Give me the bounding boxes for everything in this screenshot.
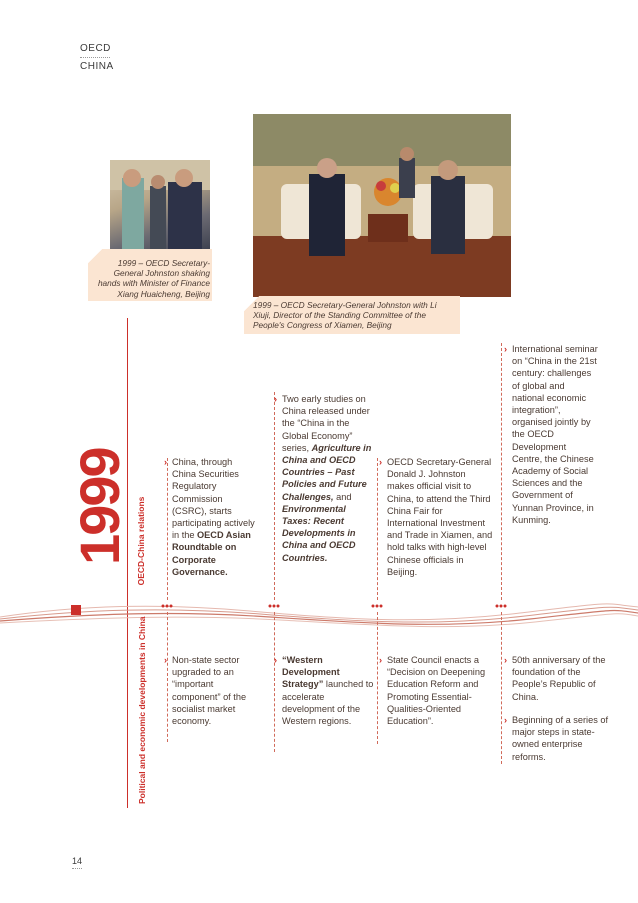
china-entry <box>504 654 606 703</box>
entry-text-segment: and <box>333 491 352 502</box>
bullet-arrow-icon: › <box>504 655 508 665</box>
china-entry <box>379 654 493 727</box>
bullet-arrow-icon: › <box>164 655 168 665</box>
entry-text <box>274 393 374 564</box>
entry-text <box>164 654 258 727</box>
oecd-entry <box>164 456 258 578</box>
entry-text-segment: Environmental Taxes: Recent Developments in China and OECD Countries. <box>282 503 356 563</box>
entry-text-segment: OECD Asian Roundtable on Corporate Governance. <box>172 530 251 577</box>
bullet-arrow-icon: › <box>379 655 383 665</box>
photo-handshake <box>110 160 210 252</box>
header-china: CHINA <box>80 61 114 72</box>
oecd-entry <box>274 393 374 564</box>
connector-line <box>377 612 378 744</box>
header-oecd: OECD <box>80 43 110 58</box>
bullet-arrow-icon: › <box>504 715 508 725</box>
entry-text-segment: launched to accelerate development of the Western regions. <box>282 679 374 727</box>
bullet-arrow-icon: › <box>164 457 168 467</box>
photo-meeting <box>253 114 511 297</box>
bullet-arrow-icon: › <box>504 344 508 354</box>
bullet-arrow-icon: › <box>379 457 383 467</box>
connector-line <box>501 343 502 600</box>
year-marker <box>71 605 81 615</box>
entry-text-segment: 50th anniversary of the foundation of the People’s Republic of China. <box>512 655 606 702</box>
entry-text-segment: Beginning of a series of major steps in state-owned enterprise reforms. <box>512 715 609 762</box>
entry-text <box>504 714 612 763</box>
china-entry <box>504 714 612 763</box>
china-entry <box>274 654 374 727</box>
caption-text: 1999 – OECD Secretary-General Johnston with Li Xiuji, Director of the Standing Committee of the People's Congress of Xiamen, Beijing <box>253 300 437 331</box>
doc-header <box>80 43 114 72</box>
entry-text <box>164 456 258 578</box>
entry-text-segment: International seminar on “China in the 21st century: challenges of global and national economic integration”, organised jointly by the OECD Development Centre, the Chinese Academy of Social Sciences and the Government of Yunnan Province, in Kunming. <box>512 344 598 525</box>
entry-text <box>504 343 598 526</box>
entry-text-segment: “Western Development Strategy” <box>282 655 340 690</box>
timeline-wave <box>0 595 638 635</box>
photo-caption-1 <box>88 249 212 301</box>
year-label: 1999 <box>68 448 131 565</box>
oecd-entry <box>504 343 598 526</box>
political-developments-label: Political and economic developments in China <box>137 616 147 804</box>
china-entry <box>164 654 258 727</box>
oecd-entry <box>379 456 493 578</box>
entry-text-segment: State Council enacts a “Decision on Deepening Education Reform and Promoting Essential-Qualities-Oriented Education”. <box>387 655 486 727</box>
connector-line <box>501 612 502 764</box>
entry-text <box>504 654 606 703</box>
entry-text <box>379 456 493 578</box>
caption-text: 1999 – OECD Secretary-General Johnston shaking hands with Minister of Finance Xiang Huaicheng, Beijing <box>97 258 210 299</box>
entry-text-segment: China, through China Securities Regulatory Commission (CSRC), starts participating actively in the <box>172 457 255 541</box>
entry-text-segment: OECD Secretary-General Donald J. Johnston makes official visit to China, to attend the Third China Fair for International Investment and Trade in Xiamen, and hold talks with high-level Chinese officials in Beijing. <box>387 457 493 577</box>
entry-text <box>274 654 374 727</box>
bullet-arrow-icon: › <box>274 655 278 665</box>
entry-text-segment: Two early studies on China released under the “China in the Global Economy” series, <box>282 394 370 453</box>
oecd-relations-label: OECD-China relations <box>136 496 146 586</box>
page-number: 14 <box>72 856 82 869</box>
connector-line <box>377 458 378 600</box>
entry-text <box>379 654 493 727</box>
bullet-arrow-icon: › <box>274 394 278 404</box>
photo-caption-2 <box>244 296 460 334</box>
entry-text-segment: Non-state sector upgraded to an “important component” of the socialist market economy. <box>172 655 247 727</box>
entry-text-segment: Agriculture in China and OECD Countries – Past Policies and Future Challenges, <box>282 442 372 502</box>
